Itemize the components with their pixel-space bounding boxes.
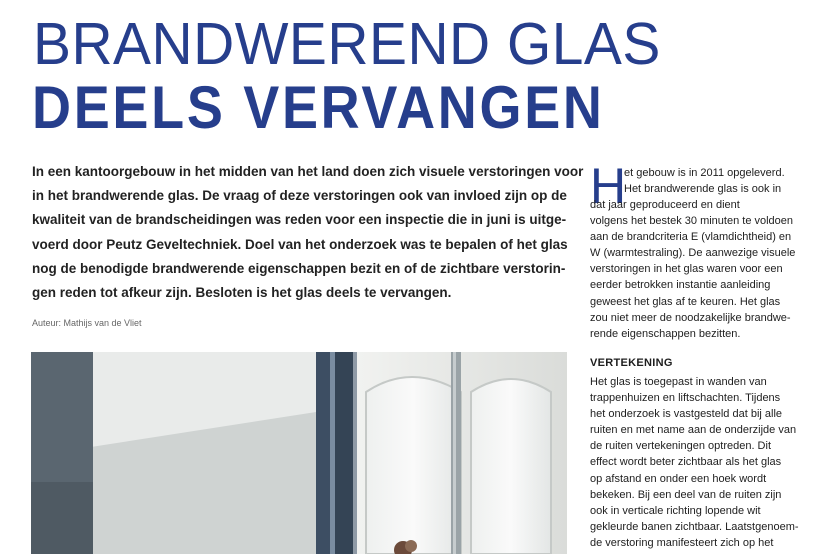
body-line: geweest het glas af te keuren. Het glas: [590, 295, 781, 308]
glass-wall-photo: [31, 352, 567, 554]
author-credit: Auteur: Mathijs van de Vliet: [32, 318, 142, 328]
body-line: bekeken. Bij een deel van de ruiten zijn: [590, 488, 782, 501]
intro-paragraph: [32, 160, 584, 305]
body-line: aan de brandcriteria E (vlamdichtheid) en: [590, 231, 792, 244]
body-line: zou niet meer de noodzakelijke brandwe-: [590, 311, 791, 324]
intro-line: nog de benodigde brandwerende eigenschappen bezit en of de zichtbare verstorin-: [32, 260, 566, 276]
body-line: W (warmtestraling). De aanwezige visuele: [590, 247, 796, 260]
body-line: et gebouw is in 2011 opgeleverd.: [624, 167, 785, 179]
headline-line-1: BRANDWEREND GLAS: [33, 11, 661, 77]
body-line: effect wordt beter zichtbaar als het glas: [590, 456, 782, 469]
body-line: trappenhuizen en liftschachten. Tijdens: [590, 392, 781, 405]
section-subhead: VERTEKENING: [590, 357, 673, 369]
intro-line: voerd door Peutz Geveltechniek. Doel van het onderzoek was te bepalen of het glas: [32, 236, 568, 252]
intro-line: kwaliteit van de brandscheidingen was reden voor een inspectie die in juni is uitge-: [32, 212, 567, 228]
body-line: ook in verticale richting lopende wit: [590, 504, 761, 517]
body-line: het onderzoek is vastgesteld dat bij alle: [590, 408, 783, 421]
body-line: volgens het bestek 30 minuten te voldoen: [590, 215, 794, 228]
body-line: dat jaar geproduceerd en dient: [590, 199, 740, 211]
body-line: gekleurde banen zichtbaar. Laatstgenoem-: [590, 520, 799, 533]
intro-line: in het brandwerende glas. De vraag of deze verstoringen ook van invloed zijn op de: [32, 188, 567, 204]
body-line: Het brandwerende glas is ook in: [624, 183, 782, 196]
body-line: ruiten en met name aan de onderzijde van: [590, 424, 797, 437]
body-paragraph-2: [590, 374, 820, 551]
body-paragraph-1-lead: [624, 165, 824, 197]
body-paragraph-1: [590, 197, 820, 342]
headline-line-2: DEELS VERVANGEN: [32, 74, 605, 141]
drop-cap: H: [590, 158, 627, 214]
body-line: eerder betrokken instantie aanleiding: [590, 279, 771, 292]
article-photo: [31, 352, 567, 554]
body-line: Het glas is toegepast in wanden van: [590, 376, 767, 388]
body-line: verstoringen in het glas waren voor een: [590, 263, 783, 276]
intro-line: In een kantoorgebouw in het midden van het land doen zich visuele verstoringen voor: [32, 164, 584, 179]
body-line: rende eigenschappen bezitten.: [590, 327, 741, 340]
intro-line: gen reden tot afkeur zijn. Besloten is het glas deels te vervangen.: [32, 285, 452, 301]
body-line: op afstand en onder een hoek wordt: [590, 472, 767, 485]
body-line: de verstoring manifesteert zich op het: [590, 536, 774, 549]
body-line: de ruiten vertekeningen optreden. Dit: [590, 440, 772, 453]
